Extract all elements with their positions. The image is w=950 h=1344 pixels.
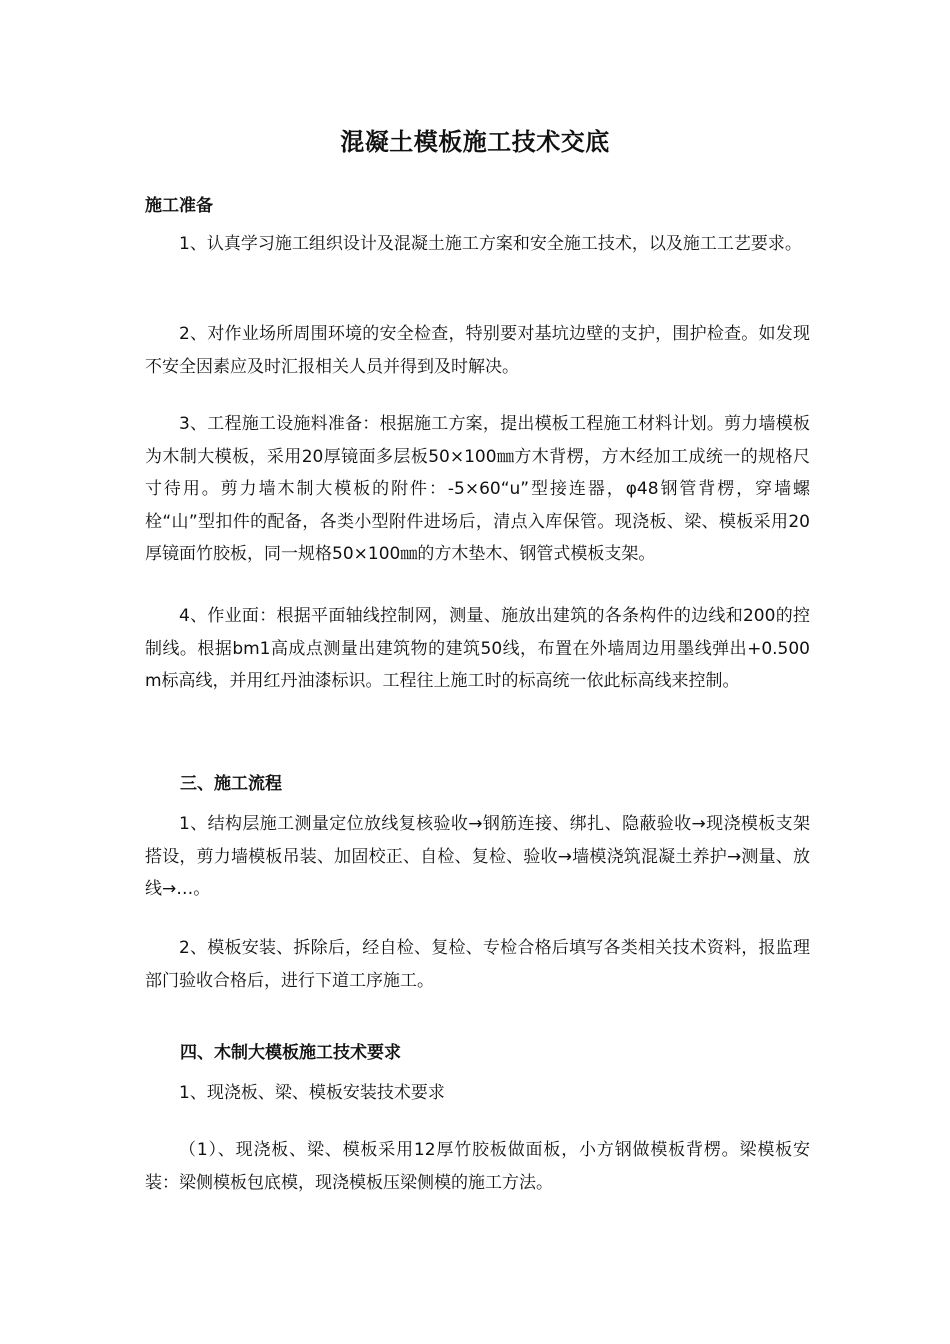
paragraph-req-1: 1、现浇板、梁、模板安装技术要求 (179, 1083, 445, 1103)
paragraph-prep-2: 2、对作业场所周围环境的安全检查，特别要对基坑边壁的支护，围护检查。如发现不安全因素应及时汇报相关人员并得到及时解决。 (145, 324, 810, 377)
paragraph-req-2: （1）、现浇板、梁、模板采用12厚竹胶板做面板，小方钢做模板背楞。梁模板安装：梁侧模板包底模，现浇模板压梁侧模的施工方法。 (145, 1140, 810, 1193)
section-heading-prep: 施工准备 (145, 196, 213, 216)
paragraph-prep-4: 4、作业面：根据平面轴线控制网，测量、施放出建筑的各条构件的边线和200的控制线。根据bm1高成点测量出建筑物的建筑50线，布置在外墙周边用墨线弹出+0.500m标高线，并用红丹油漆标识。工程往上施工时的标高统一依此标高线来控制。 (145, 606, 810, 692)
paragraph-prep-1: 1、认真学习施工组织设计及混凝土施工方案和安全施工技术，以及施工工艺要求。 (179, 234, 802, 254)
paragraph-flow-2: 2、模板安装、拆除后，经自检、复检、专检合格后填写各类相关技术资料，报监理部门验收合格后，进行下道工序施工。 (145, 938, 810, 991)
paragraph-flow-1: 1、结构层施工测量定位放线复核验收→钢筋连接、绑扎、隐蔽验收→现浇模板支架搭设，剪力墙模板吊装、加固校正、自检、复检、验收→墙模浇筑混凝土养护→测量、放线→…。 (145, 814, 810, 900)
page-title: 混凝土模板施工技术交底 (340, 128, 610, 156)
section-heading-flow: 三、施工流程 (180, 774, 282, 794)
paragraph-prep-3: 3、工程施工设施料准备：根据施工方案，提出模板工程施工材料计划。剪力墙模板为木制大模板，采用20厚镜面多层板50×100㎜方木背楞，方木经加工成统一的规格尺寸待用。剪力墙木制大模板的附件：-5×60“u”型接连器，φ48钢管背楞，穿墙螺栓“山”型扣件的配备，各类小型附件进场后，清点入库保管。现浇板、梁、模板采用20厚镜面竹胶板，同一规格50×100㎜的方木垫木、钢管式模板支架。 (145, 414, 810, 565)
section-heading-requirements: 四、木制大模板施工技术要求 (180, 1043, 401, 1063)
